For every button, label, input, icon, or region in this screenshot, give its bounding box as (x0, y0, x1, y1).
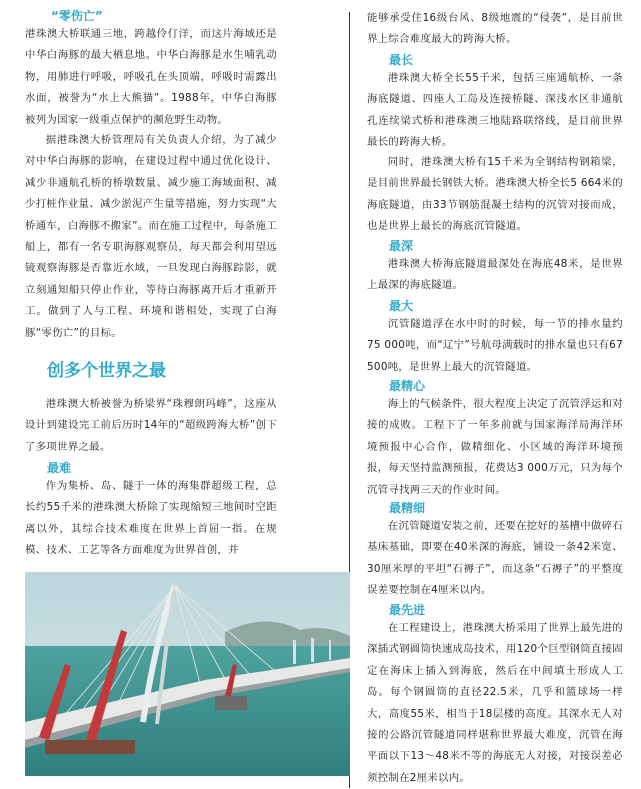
bridge-construction-photo (25, 572, 350, 776)
subhead-deepest: 最深 (389, 239, 414, 253)
paragraph: 能够承受住16级台风、8级地震的“侵袭”，是目前世界上综合难度最大的跨海大桥。 (367, 12, 623, 46)
subhead-longest: 最长 (389, 53, 414, 67)
subhead-largest: 最大 (389, 299, 414, 313)
paragraph: 在沉管隧道安装之前，还要在挖好的基槽中做碎石基床基础，即要在40米深的海底，铺设一条42米宽、30厘米厚的平坦“石褥子”，而这条“石褥子”的平整度误差要控制在4厘米以内。 (367, 520, 623, 597)
subhead-most-advanced: 最先进 (389, 603, 426, 617)
bridge-illustration (25, 572, 350, 776)
paragraph: 作为集桥、岛、隧于一体的海集群超级工程，总长约55千米的港珠澳大桥除了实现缩短三地间时空距离以外，其综合技术难度在世界上首屈一指。在规模、技术、工艺等各方面难度为世界首创，并 (25, 480, 277, 557)
subhead-zero-casualty: “零伤亡” (51, 9, 103, 23)
paragraph: 港珠澳大桥被誉为桥梁界“珠穆朗玛峰”，这座从设计到建设完工前后历时14年的“超级跨海大桥”创下了多项世界之最。 (25, 398, 277, 453)
paragraph: 同时，港珠澳大桥有15千米为全钢结构钢箱梁，是目前世界最长钢铁大桥。港珠澳大桥全长5 664米的海底隧道，由33节钢筋混凝土结构的沉管对接而成，也是世界上最长的海底沉管隧道。 (367, 156, 623, 233)
right-column (367, 0, 623, 788)
paragraph: 港珠澳大桥海底隧道最深处在海底48米，是世界上最深的海底隧道。 (367, 258, 623, 292)
subhead-finest: 最精细 (389, 501, 426, 515)
subhead-most-careful: 最精心 (389, 379, 426, 393)
section-title: 创多个世界之最 (47, 361, 166, 381)
paragraph: 海上的气候条件，很大程度上决定了沉管浮运和对接的成败。工程下了一年多前就与国家海洋局海洋环境预报中心合作，做精细化、小区域的海洋环境预报，每天坚持监测预报，花费达3 000万元，只为每个沉管寻找两三天的作业时间。 (367, 398, 623, 496)
paragraph: 港珠澳大桥全长55千米，包括三座通航桥、一条海底隧道、四座人工岛及连接桥隧、深浅水区非通航孔连续梁式桥和港珠澳三地陆路联络线，是目前世界最长的跨海大桥。 (367, 72, 623, 149)
paragraph: 在工程建设上，港珠澳大桥采用了世界上最先进的深插式钢圆筒快速成岛技术，用120个巨型钢筒直接固定在海床上插入到海底，然后在中间填土形成人工岛。每个钢圆筒的直径22.5米，几乎和篮球场一样大，高度55米，相当于18层楼的高度。其深水无人对接的公路沉管隧道同样堪称世界最大难度，沉管在海平面以下13～48米不等的海底无人对接，对接误差必须控制在2厘米以内。 (367, 622, 623, 784)
subhead-hardest: 最难 (47, 461, 72, 475)
paragraph: 沉管隧道浮在水中时的时候，每一节的排水量约75 000吨，而“辽宁”号航母满载时的排水量也只有67 500吨，是世界上最大的沉管隧道。 (367, 318, 623, 373)
paragraph: 港珠澳大桥联通三地，跨越伶仃洋，而这片海域还是中华白海豚的最大栖息地。中华白海豚是水生哺乳动物，用肺进行呼吸，呼吸孔在头顶端，呼吸时需露出水面，被誉为“水上大熊猫”。1988年，中华白海豚被列为国家一级重点保护的濒危野生动物。 (25, 28, 277, 126)
paragraph: 据港珠澳大桥管理局有关负责人介绍，为了减少对中华白海豚的影响，在建设过程中通过优化设计、减少非通航孔桥的桥墩数量、减少施工海域面积、减少打桩作业量、减少淤泥产生量等措施，努力实现“大桥通车，白海豚不搬家”。而在施工过程中，每条施工船上，都有一名专职海豚观察员，每天都会利用望远镜观察海豚是否靠近水域，一旦发现白海豚踪影，就立刻通知船只停止作业，等待白海豚离开后才重新开工。做到了人与工程、环境和谐相处，实现了白海豚“零伤亡”的目标。 (25, 134, 277, 339)
